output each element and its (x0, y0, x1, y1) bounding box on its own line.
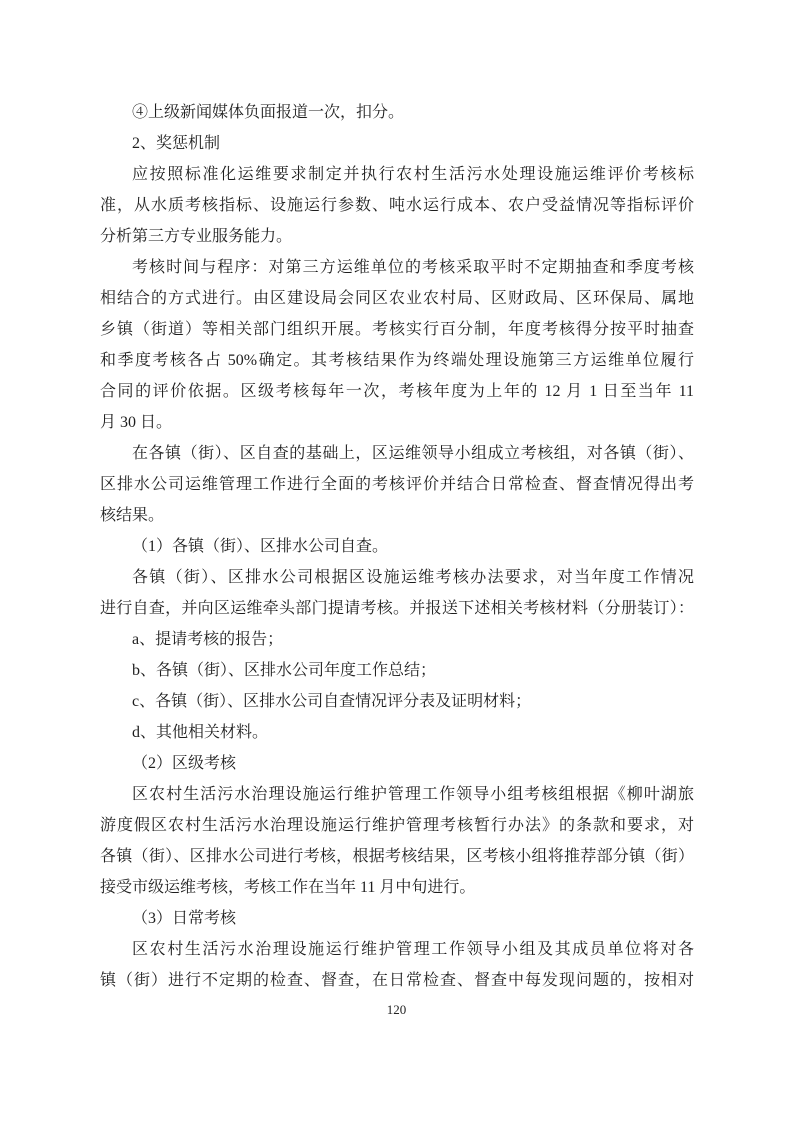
text-line: 各镇（街）、区排水公司根据区设施运维考核办法要求，对当年度工作情况 (132, 569, 694, 586)
text-line: （2）区级考核 (132, 755, 237, 772)
text-line: 镇（街）进行不定期的检查、督查，在日常检查、督查中每发现问题的，按相对 (100, 972, 694, 989)
text-line: 接受市级运维考核，考核工作在当年 11 月中旬进行。 (100, 879, 476, 896)
text-line: 2、奖惩机制 (132, 135, 221, 152)
text-line: 分析第三方专业服务能力。 (100, 228, 293, 245)
document-body (100, 97, 694, 996)
text-line: d、其他相关材料。 (132, 724, 269, 741)
text-line: （1）各镇（街）、区排水公司自查。 (132, 538, 389, 555)
page-number: 120 (386, 1002, 407, 1017)
text-line: 游度假区农村生活污水治理设施运行维护管理考核暂行办法》的条款和要求，对 (100, 817, 694, 834)
text-line: 各镇（街）、区排水公司进行考核，根据考核结果，区考核小组将推荐部分镇（街） (100, 848, 694, 865)
text-line: a、提请考核的报告； (132, 631, 284, 648)
text-line: 应按照标准化运维要求制定并执行农村生活污水处理设施运维评价考核标 (132, 166, 694, 183)
text-line: （3）日常考核 (132, 910, 237, 927)
text-line: b、各镇（街）、区排水公司年度工作总结； (132, 662, 437, 679)
text-line: 区农村生活污水治理设施运行维护管理工作领导小组及其成员单位将对各 (132, 941, 694, 958)
text-line: 合同的评价依据。区级考核每年一次，考核年度为上年的 12 月 1 日至当年 11 (100, 383, 694, 400)
text-line: 乡镇（街道）等相关部门组织开展。考核实行百分制，年度考核得分按平时抽查 (100, 321, 694, 338)
text-line: 区农村生活污水治理设施运行维护管理工作领导小组考核组根据《柳叶湖旅 (132, 786, 694, 803)
text-line: 核结果。 (100, 507, 165, 524)
text-line: ④上级新闻媒体负面报道一次，扣分。 (132, 104, 405, 121)
page-footer (0, 1002, 793, 1018)
text-line: 在各镇（街）、区自查的基础上，区运维领导小组成立考核组，对各镇（街）、 (132, 445, 694, 462)
text-line: 准，从水质考核指标、设施运行参数、吨水运行成本、农户受益情况等指标评价 (100, 197, 694, 214)
text-line: 考核时间与程序：对第三方运维单位的考核采取平时不定期抽查和季度考核 (132, 259, 694, 276)
text-line: c、各镇（街）、区排水公司自查情况评分表及证明材料； (132, 693, 532, 710)
text-line: 相结合的方式进行。由区建设局会同区农业农村局、区财政局、区环保局、属地 (100, 290, 694, 307)
text-line: 区排水公司运维管理工作进行全面的考核评价并结合日常检查、督查情况得出考 (100, 476, 694, 493)
text-line: 和季度考核各占 50%确定。其考核结果作为终端处理设施第三方运维单位履行 (100, 352, 694, 369)
text-line: 进行自查，并向区运维牵头部门提请考核。并报送下述相关考核材料（分册装订）： (100, 600, 694, 617)
text-line: 月 30 日。 (100, 414, 173, 431)
